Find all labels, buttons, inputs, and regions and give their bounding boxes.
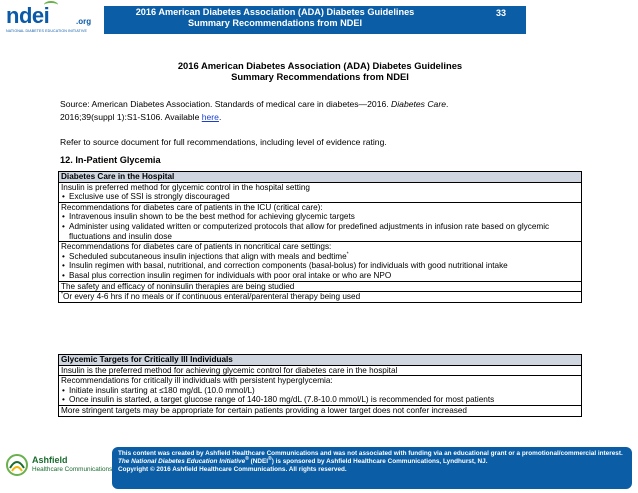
- refer-note: Refer to source document for full recommendations, including level of evidence rating.: [60, 137, 387, 147]
- bullet-item: • Exclusive use of SSI is strongly discouraged: [61, 192, 579, 202]
- row-text: Recommendations for critically ill individuals with persistent hyperglycemia:: [61, 376, 333, 386]
- source-line2-suffix: .: [218, 111, 222, 122]
- table-header-row: [59, 172, 582, 183]
- footer-line1: This content was created by Ashfield Healthcare Communications and was not associated with funding via an educational grant or a promotional/commercial interest.: [118, 450, 623, 457]
- footnote-marker: *: [61, 291, 63, 298]
- bullet-item: • Insulin regimen with basal, nutritional, and correction components (basal-bolus) for individuals with good nutritional intake: [61, 261, 579, 271]
- table-row: [59, 281, 582, 292]
- row-text: Recommendations for diabetes care of patients in noncritical care settings:: [61, 242, 332, 252]
- footer-line2-italic: The National Diabetes Education Initiative: [118, 458, 246, 466]
- footnote-marker: *: [346, 251, 349, 258]
- table-row: [59, 365, 582, 376]
- table-cell: [59, 376, 582, 406]
- logo-text: ndei: [6, 3, 50, 28]
- ashfield-subtitle: Healthcare Communications: [32, 466, 113, 473]
- source-link[interactable]: here: [201, 111, 219, 122]
- logo-org: .org: [76, 17, 92, 26]
- header-title-line2: Summary Recommendations from NDEI: [187, 18, 363, 28]
- table-row: [59, 242, 582, 281]
- document-title-line2: Summary Recommendations from NDEI: [231, 71, 409, 82]
- table-cell: [59, 292, 582, 303]
- logo-tagline: NATIONAL DIABETES EDUCATION INITIATIVE: [6, 29, 87, 33]
- header-title: [110, 6, 440, 30]
- table-header: Diabetes Care in the Hospital: [59, 172, 582, 183]
- table-row: [59, 405, 582, 416]
- document-title: [60, 60, 580, 82]
- ndei-logo: [6, 3, 102, 37]
- ashfield-name: Ashfield: [32, 455, 68, 465]
- source-citation: Source: American Diabetes Association. Standards of medical care in diabetes—2016. Diabetes Care. 2016;39(suppl 1):S1-S106. Available here.: [60, 99, 449, 122]
- source-journal: Diabetes Care: [391, 99, 446, 109]
- table-cell: More stringent targets may be appropriate for certain patients providing a lower target does not confer increased: [59, 405, 582, 416]
- bullet-item: • Administer using validated written or computerized protocols that allow for predefined adjustments in infusion rate based on glycemic fluctuations and insulin dose: [61, 222, 579, 241]
- footer-line2-rest: ) is sponsored by Ashfield Healthcare Communications, Lyndhurst, NJ.: [271, 458, 488, 466]
- table-row: [59, 376, 582, 406]
- table-cell: Insulin is the preferred method for achieving glycemic control for diabetes care in the hospital: [59, 365, 582, 376]
- table-row: [59, 292, 582, 303]
- table-row: [59, 202, 582, 241]
- table-header-row: [59, 355, 582, 366]
- registered-mark: ®: [245, 456, 249, 463]
- header-title-line1: 2016 American Diabetes Association (ADA) Diabetes Guidelines: [135, 7, 415, 17]
- table-row: [59, 182, 582, 202]
- table-cell: [59, 242, 582, 281]
- bullet-text: Scheduled subcutaneous insulin injections that align with meals and bedtime: [69, 251, 347, 261]
- section-heading: 12. In-Patient Glycemia: [60, 155, 161, 165]
- footer-disclaimer: [112, 447, 632, 489]
- table-cell: [59, 202, 582, 241]
- footer-line2-mid: (NDEI: [248, 458, 269, 466]
- table-cell: [59, 182, 582, 202]
- bullet-item: • Intravenous insulin shown to be the best method for achieving glycemic targets: [61, 212, 579, 222]
- bullet-item: • Basal plus correction insulin regimen for individuals with poor oral intake or who are NPO: [61, 271, 579, 281]
- footer-line3: Copyright © 2016 Ashfield Healthcare Communications. All rights reserved.: [118, 466, 347, 474]
- page-number: 33: [496, 8, 507, 18]
- table-cell: The safety and efficacy of noninsulin therapies are being studied: [59, 281, 582, 292]
- registered-mark: ®: [268, 456, 272, 463]
- footnote-text: Or every 4-6 hrs if no meals or if continuous enteral/parenteral therapy being used: [62, 292, 361, 302]
- table-header: Glycemic Targets for Critically Ill Individuals: [59, 355, 582, 366]
- hospital-care-table: [58, 171, 582, 303]
- source-line2-prefix: 2016;39(suppl 1):S1-S106. Available: [60, 111, 202, 122]
- row-text: Recommendations for diabetes care of patients in the ICU (critical care):: [61, 202, 323, 212]
- ashfield-mark-icon: [6, 454, 28, 476]
- glycemic-targets-table: [58, 354, 582, 417]
- row-text: Insulin is preferred method for glycemic control in the hospital setting: [61, 182, 310, 192]
- bullet-item: [61, 252, 579, 262]
- bullet-item: • Initiate insulin starting at ≤180 mg/dL (10.0 mmol/L): [61, 386, 579, 396]
- source-prefix: Source: American Diabetes Association. Standards of medical care in diabetes—2016.: [60, 99, 392, 109]
- ashfield-logo: [6, 452, 116, 482]
- document-title-line1: 2016 American Diabetes Association (ADA) Diabetes Guidelines: [177, 60, 463, 71]
- bullet-item: • Once insulin is started, a target glucose range of 140-180 mg/dL (7.8-10.0 mmol/L) is recommended for most patients: [61, 395, 579, 405]
- page-header: [0, 0, 638, 38]
